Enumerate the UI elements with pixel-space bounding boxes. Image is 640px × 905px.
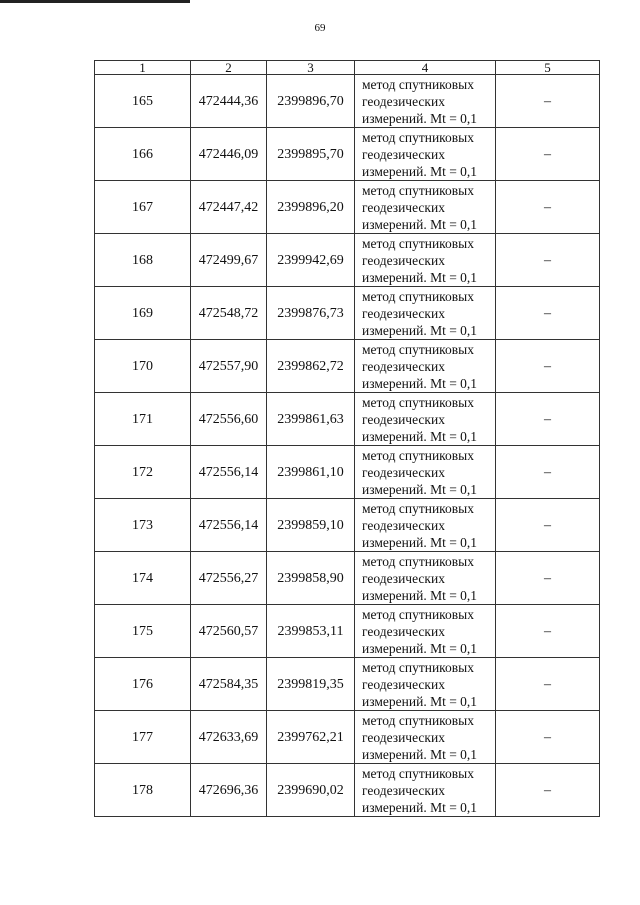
table-row: [95, 234, 600, 287]
y-coordinate-cell: 2399859,10: [267, 499, 355, 552]
point-number-cell: 176: [95, 658, 191, 711]
method-cell: [355, 446, 496, 499]
method-line: измерений. Mt = 0,1: [362, 587, 478, 603]
note-cell: –: [496, 711, 600, 764]
table-row: [95, 499, 600, 552]
page-number: 69: [314, 22, 326, 34]
y-coordinate-cell: 2399861,10: [267, 446, 355, 499]
method-line: метод спутниковых: [362, 341, 474, 357]
method-line: геодезических: [362, 305, 445, 321]
point-number-cell: 178: [95, 764, 191, 817]
method-line: метод спутниковых: [362, 659, 474, 675]
x-coordinate-cell: 472556,27: [191, 552, 267, 605]
method-line: метод спутниковых: [362, 129, 474, 145]
note-cell: –: [496, 393, 600, 446]
note-cell: –: [496, 552, 600, 605]
method-cell: [355, 128, 496, 181]
y-coordinate-cell: 2399853,11: [267, 605, 355, 658]
point-number-cell: 175: [95, 605, 191, 658]
y-coordinate-cell: 2399896,70: [267, 75, 355, 128]
coordinates-table: [94, 60, 600, 817]
x-coordinate-cell: 472556,60: [191, 393, 267, 446]
note-cell: –: [496, 128, 600, 181]
method-cell: [355, 764, 496, 817]
method-cell: [355, 181, 496, 234]
note-cell: –: [496, 764, 600, 817]
table-row: [95, 181, 600, 234]
column-header-2: 2: [191, 61, 267, 75]
method-line: метод спутниковых: [362, 606, 474, 622]
y-coordinate-cell: 2399942,69: [267, 234, 355, 287]
table-row: [95, 75, 600, 128]
method-cell: [355, 287, 496, 340]
method-line: метод спутниковых: [362, 553, 474, 569]
table-row: [95, 128, 600, 181]
method-cell: [355, 340, 496, 393]
table-header-row: [95, 61, 600, 75]
note-cell: –: [496, 287, 600, 340]
method-line: метод спутниковых: [362, 765, 474, 781]
x-coordinate-cell: 472560,57: [191, 605, 267, 658]
x-coordinate-cell: 472557,90: [191, 340, 267, 393]
method-cell: [355, 552, 496, 605]
top-rule: [0, 0, 190, 3]
method-line: измерений. Mt = 0,1: [362, 322, 478, 338]
method-cell: [355, 75, 496, 128]
x-coordinate-cell: 472633,69: [191, 711, 267, 764]
method-line: измерений. Mt = 0,1: [362, 269, 478, 285]
table-row: [95, 658, 600, 711]
method-line: измерений. Mt = 0,1: [362, 534, 478, 550]
point-number-cell: 174: [95, 552, 191, 605]
x-coordinate-cell: 472556,14: [191, 499, 267, 552]
y-coordinate-cell: 2399762,21: [267, 711, 355, 764]
method-line: метод спутниковых: [362, 394, 474, 410]
point-number-cell: 171: [95, 393, 191, 446]
note-cell: –: [496, 340, 600, 393]
note-cell: –: [496, 605, 600, 658]
column-header-1: 1: [95, 61, 191, 75]
method-line: геодезических: [362, 570, 445, 586]
table-row: [95, 446, 600, 499]
method-line: геодезических: [362, 358, 445, 374]
method-line: геодезических: [362, 146, 445, 162]
method-line: измерений. Mt = 0,1: [362, 746, 478, 762]
note-cell: –: [496, 234, 600, 287]
point-number-cell: 167: [95, 181, 191, 234]
method-line: метод спутниковых: [362, 235, 474, 251]
method-line: измерений. Mt = 0,1: [362, 110, 478, 126]
x-coordinate-cell: 472548,72: [191, 287, 267, 340]
method-cell: [355, 393, 496, 446]
method-line: метод спутниковых: [362, 182, 474, 198]
table-row: [95, 340, 600, 393]
method-line: геодезических: [362, 517, 445, 533]
note-cell: –: [496, 499, 600, 552]
method-line: геодезических: [362, 464, 445, 480]
table-row: [95, 711, 600, 764]
y-coordinate-cell: 2399861,63: [267, 393, 355, 446]
point-number-cell: 169: [95, 287, 191, 340]
point-number-cell: 168: [95, 234, 191, 287]
point-number-cell: 173: [95, 499, 191, 552]
method-line: геодезических: [362, 729, 445, 745]
table-row: [95, 552, 600, 605]
x-coordinate-cell: 472696,36: [191, 764, 267, 817]
method-line: измерений. Mt = 0,1: [362, 640, 478, 656]
method-line: измерений. Mt = 0,1: [362, 375, 478, 391]
method-cell: [355, 658, 496, 711]
method-cell: [355, 234, 496, 287]
table-row: [95, 287, 600, 340]
method-line: измерений. Mt = 0,1: [362, 163, 478, 179]
method-cell: [355, 711, 496, 764]
y-coordinate-cell: 2399896,20: [267, 181, 355, 234]
method-line: метод спутниковых: [362, 288, 474, 304]
point-number-cell: 172: [95, 446, 191, 499]
x-coordinate-cell: 472446,09: [191, 128, 267, 181]
column-header-3: 3: [267, 61, 355, 75]
note-cell: –: [496, 446, 600, 499]
y-coordinate-cell: 2399858,90: [267, 552, 355, 605]
x-coordinate-cell: 472444,36: [191, 75, 267, 128]
y-coordinate-cell: 2399862,72: [267, 340, 355, 393]
method-line: измерений. Mt = 0,1: [362, 216, 478, 232]
x-coordinate-cell: 472584,35: [191, 658, 267, 711]
x-coordinate-cell: 472499,67: [191, 234, 267, 287]
method-line: метод спутниковых: [362, 76, 474, 92]
column-header-4: 4: [355, 61, 496, 75]
table-row: [95, 764, 600, 817]
x-coordinate-cell: 472447,42: [191, 181, 267, 234]
method-line: геодезических: [362, 252, 445, 268]
method-line: геодезических: [362, 782, 445, 798]
method-line: измерений. Mt = 0,1: [362, 428, 478, 444]
table-row: [95, 605, 600, 658]
method-line: метод спутниковых: [362, 447, 474, 463]
method-line: измерений. Mt = 0,1: [362, 799, 478, 815]
method-line: измерений. Mt = 0,1: [362, 693, 478, 709]
method-cell: [355, 605, 496, 658]
method-line: геодезических: [362, 411, 445, 427]
method-line: геодезических: [362, 623, 445, 639]
method-line: метод спутниковых: [362, 712, 474, 728]
point-number-cell: 177: [95, 711, 191, 764]
note-cell: –: [496, 181, 600, 234]
method-line: метод спутниковых: [362, 500, 474, 516]
y-coordinate-cell: 2399690,02: [267, 764, 355, 817]
point-number-cell: 166: [95, 128, 191, 181]
method-line: геодезических: [362, 676, 445, 692]
table-row: [95, 393, 600, 446]
y-coordinate-cell: 2399819,35: [267, 658, 355, 711]
column-header-5: 5: [496, 61, 600, 75]
point-number-cell: 165: [95, 75, 191, 128]
point-number-cell: 170: [95, 340, 191, 393]
method-line: геодезических: [362, 93, 445, 109]
method-line: измерений. Mt = 0,1: [362, 481, 478, 497]
note-cell: –: [496, 75, 600, 128]
y-coordinate-cell: 2399895,70: [267, 128, 355, 181]
x-coordinate-cell: 472556,14: [191, 446, 267, 499]
y-coordinate-cell: 2399876,73: [267, 287, 355, 340]
note-cell: –: [496, 658, 600, 711]
method-cell: [355, 499, 496, 552]
method-line: геодезических: [362, 199, 445, 215]
